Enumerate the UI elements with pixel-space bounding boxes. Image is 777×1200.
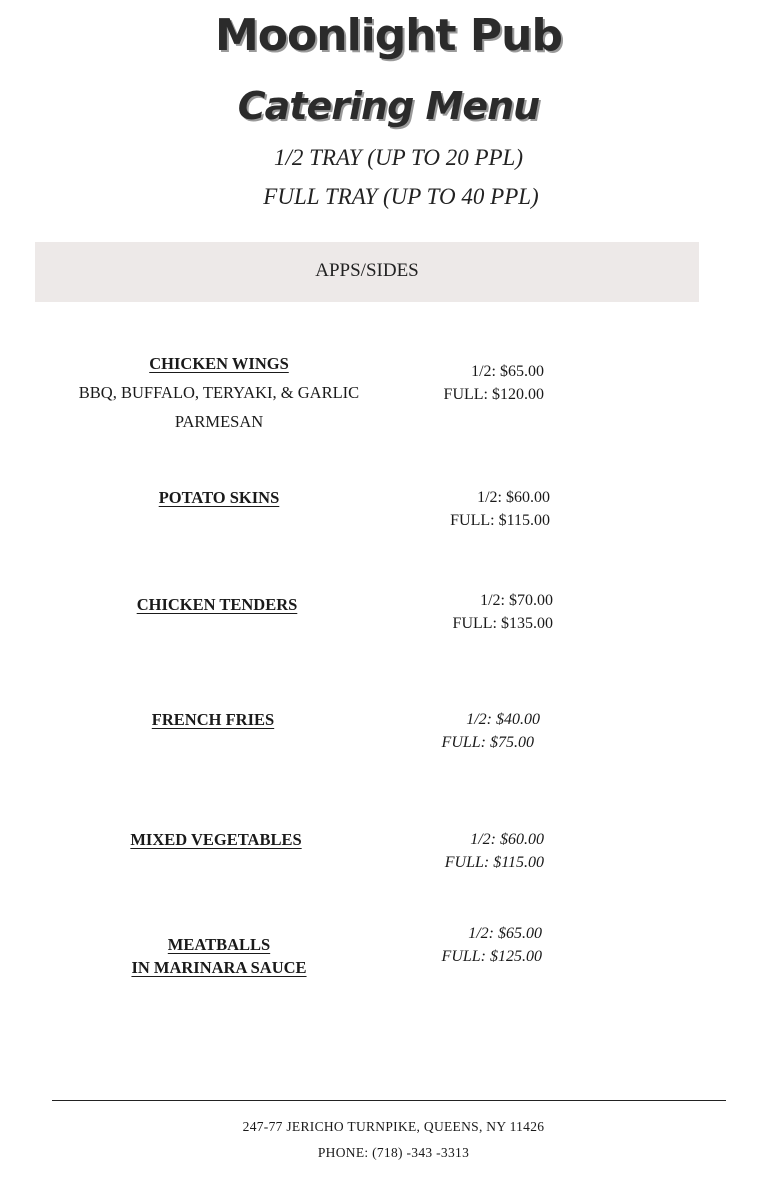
item-name-marinara-sauce: IN MARINARA SAUCE [131, 958, 307, 977]
item-name-mixed-vegetables: MIXED VEGETABLES [130, 830, 302, 849]
menu-subtitle: Catering Menu [237, 84, 540, 128]
footer-divider [52, 1100, 726, 1101]
item-name-chicken-wings: CHICKEN WINGS [149, 354, 289, 373]
footer-address: 247-77 JERICHO TURNPIKE, QUEENS, NY 11426 [242, 1119, 545, 1134]
price-half-meatballs: 1/2: $65.00 [468, 925, 542, 942]
restaurant-title: Moonlight Pub [215, 10, 562, 61]
price-full-potato-skins: FULL: $115.00 [450, 512, 550, 529]
price-full-chicken-tenders: FULL: $135.00 [452, 615, 553, 632]
item-desc-line2: PARMESAN [174, 412, 264, 431]
item-name-potato-skins: POTATO SKINS [158, 488, 280, 507]
item-name-french-fries: FRENCH FRIES [151, 710, 275, 729]
price-full-meatballs: FULL: $125.00 [441, 948, 542, 965]
item-desc-line1: BBQ, BUFFALO, TERYAKI, & GARLIC [78, 383, 360, 402]
item-name-chicken-tenders: CHICKEN TENDERS [136, 595, 298, 614]
price-half-potato-skins: 1/2: $60.00 [477, 489, 550, 506]
half-tray-size: 1/2 TRAY (UP TO 20 PPL) [274, 145, 523, 170]
price-half-chicken-tenders: 1/2: $70.00 [480, 592, 553, 609]
footer-phone: PHONE: (718) -343 -3313 [317, 1145, 470, 1160]
section-label: APPS/SIDES [315, 260, 419, 281]
price-full-chicken-wings: FULL: $120.00 [443, 386, 544, 403]
price-half-chicken-wings: 1/2: $65.00 [471, 363, 544, 380]
price-half-mixed-vegetables: 1/2: $60.00 [470, 831, 544, 848]
price-half-french-fries: 1/2: $40.00 [466, 711, 540, 728]
item-name-meatballs: MEATBALLS [167, 935, 271, 954]
section-header-bar [35, 242, 699, 302]
price-full-french-fries: FULL: $75.00 [441, 734, 534, 751]
price-full-mixed-vegetables: FULL: $115.00 [444, 854, 544, 871]
full-tray-size: FULL TRAY (UP TO 40 PPL) [263, 184, 539, 209]
